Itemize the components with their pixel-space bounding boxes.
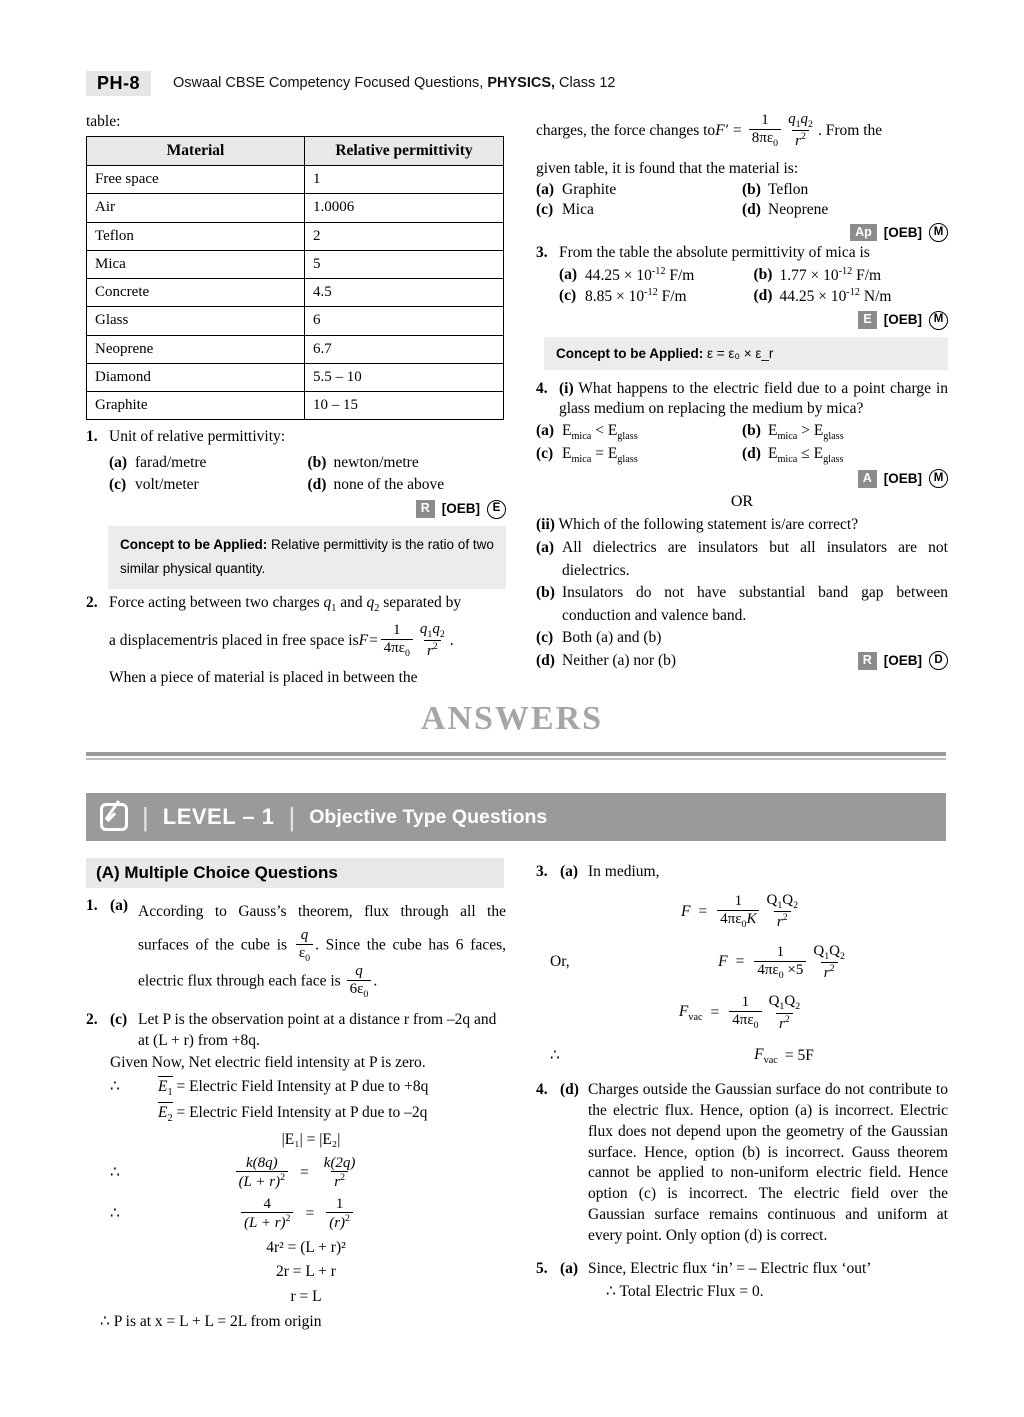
table-row xyxy=(87,250,504,278)
answer-number: 2. xyxy=(86,1011,98,1029)
banner-separator-1: | xyxy=(142,801,149,832)
fraction-one-over-4pieps0: $\frac{1}{4\pi\varepsilon_0}$ xyxy=(729,995,761,1031)
concept-text: Relative permittivity is the ratio of two similar physical quantity. xyxy=(120,536,494,577)
level-label: LEVEL – 1 xyxy=(162,804,275,829)
option-d[interactable]: (d) $44.25 \times 10^{-12}$ N/m xyxy=(753,287,892,306)
or-separator: OR xyxy=(730,493,754,511)
concept-text: ε = ε₀ × ε_r xyxy=(703,345,774,361)
cell-material: Concrete xyxy=(87,279,305,307)
cell-value: 6.7 xyxy=(305,335,504,363)
question-number: 3. xyxy=(536,243,548,261)
answer-key: (c) xyxy=(110,1011,128,1029)
answer-1-text: According to Gauss’s theorem, flux through all the surfaces of the cube is $\frac{q}{\varepsilon_0}$ . Since the cube has 6 faces, electric flux through each face is $\frac{q}{6\varepsilon_0}$ . xyxy=(138,903,506,1000)
answer-2-equation-2: ∴ $\frac{4}{(L + r)^2}$ = $\frac{1}{(r)^2}$ xyxy=(86,1197,506,1233)
fraction-Q1Q2-over-r2: $\frac{Q_1Q_2}{r^2}$ xyxy=(766,891,799,931)
question-4-options-i xyxy=(536,421,948,466)
skill-badge: E xyxy=(858,311,876,329)
answer-2-equation-3: 4r² = (L + r)² xyxy=(266,1238,346,1256)
skill-badge: A xyxy=(858,470,877,488)
answer-3 xyxy=(536,862,948,1068)
answer-2-E2-line: $E_2$ = Electric Field Intensity at P due to –2q xyxy=(158,1103,428,1124)
option-a[interactable]: (a) All dielectrics are insulators but all insulators are not dielectrics. xyxy=(536,539,948,579)
book-subject: PHYSICS, xyxy=(487,75,556,91)
answer-5-line2: ∴ Total Electric Flux = 0. xyxy=(606,1283,764,1301)
table-row xyxy=(87,307,504,335)
answer-5-line1: Since, Electric flux ‘in’ = – Electric flux ‘out’ xyxy=(588,1260,872,1278)
formula-F-prime: F′ xyxy=(715,122,729,140)
answer-number: 3. xyxy=(536,863,548,880)
part-label-ii: (ii) xyxy=(536,516,555,534)
denominator: $r^2$ xyxy=(424,640,441,660)
answer-number: 1. xyxy=(86,897,98,914)
answer-2-line2: Given Now, Net electric field intensity at P is zero. xyxy=(110,1053,426,1071)
question-3 xyxy=(536,243,948,330)
fraction-Q1Q2-over-r2: $\frac{Q_1Q_2}{r^2}$ xyxy=(813,942,845,981)
therefore-symbol: ∴ xyxy=(110,1205,120,1223)
question-number: 1. xyxy=(86,428,98,446)
denominator: $r^2$ xyxy=(792,130,809,150)
cell-value: 4.5 xyxy=(305,279,504,307)
question-2-formula-line: a displacement r is placed in free space is F= $\frac{1}{4\pi\varepsilon_0}$ $\frac{q_1q_2}{r^2}$ . xyxy=(109,620,454,660)
left-column xyxy=(86,112,506,689)
question-2-options xyxy=(536,180,948,220)
answer-2-equation-1: ∴ $\frac{k(8q)}{(L + r)^2}$ = $\frac{k(2q)}{r^2}$ xyxy=(86,1156,506,1192)
option-d[interactable]: (d) Neoprene xyxy=(742,200,829,218)
option-d[interactable]: (d) none of the above xyxy=(307,476,445,494)
denominator: $4\pi\varepsilon_0$ xyxy=(381,639,413,659)
concept-box-1 xyxy=(108,526,506,590)
answers-left-column xyxy=(86,858,506,1333)
answer-2-line1: Let P is the observation point at a distance r from –2q and at (L + r) from +8q. xyxy=(138,1011,497,1049)
answer-3-equation-1: F = $\frac{1}{4\pi\varepsilon_0K}$ $\frac{Q_1Q_2}{r^2}$ xyxy=(536,893,948,932)
fraction-one-over-4pieps0K: $\frac{1}{4\pi\varepsilon_0K}$ xyxy=(717,894,759,930)
skill-badge: Ap xyxy=(850,224,877,242)
fraction-k8q-over-Lr2: $\frac{k(8q)}{(L + r)^2}$ xyxy=(236,1156,288,1192)
cell-value: 2 xyxy=(305,222,504,250)
option-c[interactable]: (c) Both (a) and (b) xyxy=(536,629,662,647)
table-col-material: Material xyxy=(87,137,305,166)
answer-3-equation-3: $F_{vac}$ = $\frac{1}{4\pi\varepsilon_0}$ $\frac{Q_1Q_2}{r^2}$ xyxy=(536,994,948,1033)
answer-key: (d) xyxy=(560,1080,579,1098)
answer-2-equation-4: 2r = L + r xyxy=(276,1263,336,1281)
table-header-row xyxy=(87,137,504,166)
concept-label: Concept to be Applied: xyxy=(556,345,704,361)
question-4-part-i: (i) What happens to the electric field due to a point charge in glass medium on replacing the medium by mica? xyxy=(559,380,948,418)
fraction-one-over-8pieps0: $\frac{1}{8\pi\varepsilon_0}$ xyxy=(749,113,781,149)
difficulty-badge: E xyxy=(487,500,506,519)
table-row xyxy=(87,166,504,194)
answer-key: (a) xyxy=(560,1260,579,1278)
answer-2-equation-5: r = L xyxy=(290,1288,322,1306)
question-2-continuation-formula: charges, the force changes to F′ = $\frac{1}{8\pi\varepsilon_0}$ $\frac{q_1q_2}{r^2}$ . From the xyxy=(536,111,883,150)
question-2-badges xyxy=(536,223,948,242)
option-b[interactable]: (b) Insulators do not have substantial band gap between conduction and valence band. xyxy=(536,584,948,624)
concept-box-2 xyxy=(544,337,948,371)
table-row xyxy=(87,279,504,307)
question-2-continued: When a piece of material is placed in between the xyxy=(109,669,418,687)
question-2-continuation-text: given table, it is found that the material is: xyxy=(536,159,799,177)
answer-2-equation-abs: |E₁| = |E₂| xyxy=(281,1130,341,1148)
fraction-k2q-over-r2: $\frac{k(2q)}{r^2}$ xyxy=(323,1154,356,1191)
answer-3-equation-4: ∴ $F_{vac}$ = 5F xyxy=(550,1045,814,1066)
page-header xyxy=(86,68,946,98)
answers-section-title: ANSWERS xyxy=(420,700,604,737)
question-1-options xyxy=(109,452,506,497)
question-1 xyxy=(86,427,506,518)
option-a[interactable]: (a) $44.25 \times 10^{-12}$ F/m xyxy=(559,266,695,285)
option-a[interactable]: (a) farad/metre xyxy=(109,453,207,471)
fraction-q1q2-over-r2 xyxy=(417,622,448,661)
cell-material: Mica xyxy=(87,250,305,278)
question-2 xyxy=(86,593,506,688)
table-row xyxy=(87,222,504,250)
answer-number: 5. xyxy=(536,1260,548,1278)
level-banner xyxy=(86,793,946,841)
answer-4-text: Charges outside the Gaussian surface do not contribute to the electric flux. Hence, option (a) is incorrect. Electric flux does not depend upon the geometry of the Gaussian surface. Hence, option (b) is incorrect. Gauss theorem cannot be applied to non-uniform electric field. Hence option (c) is incorrect. The electric field over the Gaussian surface remains continuous and uniform at every point. Only option (d) is correct. xyxy=(588,1080,948,1245)
book-title xyxy=(173,75,615,91)
option-a[interactable]: (a) $E_{mica} < E_{glass}$ xyxy=(536,422,638,443)
option-b[interactable]: (b) Teflon xyxy=(742,180,809,198)
level-subtitle: Objective Type Questions xyxy=(309,805,548,828)
fraction-q1q2-over-r2 xyxy=(785,112,816,151)
table-row xyxy=(87,194,504,222)
formula-F: F= xyxy=(358,632,379,650)
option-d[interactable]: (d) Neither (a) nor (b) R [OEB] D xyxy=(536,650,948,672)
answer-number: 4. xyxy=(536,1080,548,1098)
question-number: 4. xyxy=(536,380,548,398)
page-number-tag: PH-8 xyxy=(86,71,151,96)
answers-right-column xyxy=(536,858,948,1303)
right-column xyxy=(536,112,948,672)
therefore-symbol: ∴ xyxy=(110,1077,120,1095)
therefore-symbol: ∴ xyxy=(110,1164,120,1182)
skill-badge: R xyxy=(858,652,877,670)
difficulty-badge: D xyxy=(929,651,948,670)
cell-material: Teflon xyxy=(87,222,305,250)
question-4 xyxy=(536,379,948,672)
answer-2 xyxy=(86,1010,506,1333)
answer-3-equation-2: Or, F = $\frac{1}{4\pi\varepsilon_0 \times 5}$ $\frac{Q_1Q_2}{r^2}$ xyxy=(536,944,948,983)
difficulty-badge: M xyxy=(929,223,948,242)
numerator: $q_1q_2$ xyxy=(419,620,445,640)
answer-1 xyxy=(86,896,506,1000)
question-3-options xyxy=(559,265,948,308)
table-row xyxy=(87,335,504,363)
source-badge: [OEB] xyxy=(441,501,480,517)
option-b[interactable]: (b) newton/metre xyxy=(307,453,419,471)
fraction-one-over-4pieps0: $\frac{1}{4\pi\varepsilon_0}$ xyxy=(381,623,413,659)
cell-material: Neoprene xyxy=(87,335,305,363)
question-4-part-ii: (ii) Which of the following statement is/are correct? xyxy=(536,516,859,534)
answers-divider-thin xyxy=(86,758,946,760)
question-1-badges xyxy=(86,500,506,519)
answer-2-E1-line: ∴ $E_1$ = Electric Field Intensity at P due to +8q xyxy=(110,1077,429,1098)
fraction-Q1Q2-over-r2: $\frac{Q_1Q_2}{r^2}$ xyxy=(768,993,801,1032)
option-c[interactable]: (c) Mica xyxy=(536,200,594,218)
answer-5 xyxy=(536,1259,948,1303)
fraction-4-over-Lr2: $\frac{4}{(L + r)^2}$ xyxy=(241,1197,293,1233)
therefore-symbol: ∴ xyxy=(550,1046,560,1064)
fraction-q-over-eps0: $\frac{q}{\varepsilon_0}$ xyxy=(296,928,313,964)
question-number: 2. xyxy=(86,594,98,612)
cell-material: Air xyxy=(87,194,305,222)
concept-label: Concept to be Applied: xyxy=(120,536,268,552)
banner-separator-2: | xyxy=(288,801,296,832)
book-title-part1: Oswaal CBSE Competency Focused Questions, xyxy=(173,75,488,91)
table-col-permittivity: Relative permittivity xyxy=(305,137,504,166)
fraction-q-over-6eps0: $\frac{q}{6\varepsilon_0}$ xyxy=(347,964,372,1000)
cell-material: Free space xyxy=(87,166,305,194)
skill-badge: R xyxy=(416,500,435,518)
fraction-one-over-4pieps0x5: $\frac{1}{4\pi\varepsilon_0 \times 5}$ xyxy=(754,945,806,981)
part-label-i: (i) xyxy=(559,380,574,398)
table-lead-text: table: xyxy=(86,113,121,130)
option-b[interactable]: (b) $E_{mica} > E_{glass}$ xyxy=(742,422,844,443)
check-box-icon xyxy=(100,803,128,831)
book-class: Class 12 xyxy=(555,75,616,91)
option-c[interactable]: (c) volt/meter xyxy=(109,476,199,494)
question-text: Unit of relative permittivity: xyxy=(109,428,286,446)
mcq-section-heading: (A) Multiple Choice Questions xyxy=(86,858,504,888)
relative-permittivity-table xyxy=(86,136,504,420)
denominator: $8\pi\varepsilon_0$ xyxy=(749,129,781,149)
question-4i-badges xyxy=(536,469,948,488)
cell-value: 5 xyxy=(305,250,504,278)
cell-value: 1.0006 xyxy=(305,194,504,222)
question-4-options-ii xyxy=(536,537,948,672)
question-text: From the table the absolute permittivity of mica is xyxy=(559,243,870,261)
source-badge: [OEB] xyxy=(883,470,922,486)
difficulty-badge: M xyxy=(929,311,948,330)
answer-key: (a) xyxy=(110,897,129,914)
cell-value: 10 – 15 xyxy=(305,392,504,420)
answer-3-text: In medium, xyxy=(588,863,660,880)
cell-value: 1 xyxy=(305,166,504,194)
option-c[interactable]: (c) $8.85 \times 10^{-12}$ F/m xyxy=(559,287,687,306)
or-label: Or, xyxy=(550,953,570,971)
cell-value: 5.5 – 10 xyxy=(305,363,504,391)
table-row xyxy=(87,363,504,391)
difficulty-badge: M xyxy=(929,469,948,488)
answer-2-conclusion: ∴ P is at x = L + L = 2L from origin xyxy=(100,1313,322,1331)
source-badge: [OEB] xyxy=(883,224,922,240)
source-badge: [OEB] xyxy=(883,312,922,328)
option-c[interactable]: (c) $E_{mica} = E_{glass}$ xyxy=(536,444,638,465)
source-badge: [OEB] xyxy=(883,653,922,668)
answers-divider-thick xyxy=(86,752,946,756)
question-3-badges xyxy=(536,311,948,330)
numerator: $q_1q_2$ xyxy=(788,111,813,130)
question-text: Force acting between two charges $q_1$ and $q_2$ separated by xyxy=(109,594,462,615)
table-row xyxy=(87,392,504,420)
option-d[interactable]: (d) $E_{mica} \le E_{glass}$ xyxy=(742,444,844,465)
option-b[interactable]: (b) $1.77 \times 10^{-12}$ F/m xyxy=(753,266,882,285)
option-a[interactable]: (a) Graphite xyxy=(536,180,617,198)
cell-value: 6 xyxy=(305,307,504,335)
answer-4 xyxy=(536,1080,948,1247)
cell-material: Diamond xyxy=(87,363,305,391)
cell-material: Graphite xyxy=(87,392,305,420)
answer-key: (a) xyxy=(560,863,579,880)
fraction-1-over-r2: $\frac{1}{(r)^2}$ xyxy=(326,1197,353,1233)
cell-material: Glass xyxy=(87,307,305,335)
